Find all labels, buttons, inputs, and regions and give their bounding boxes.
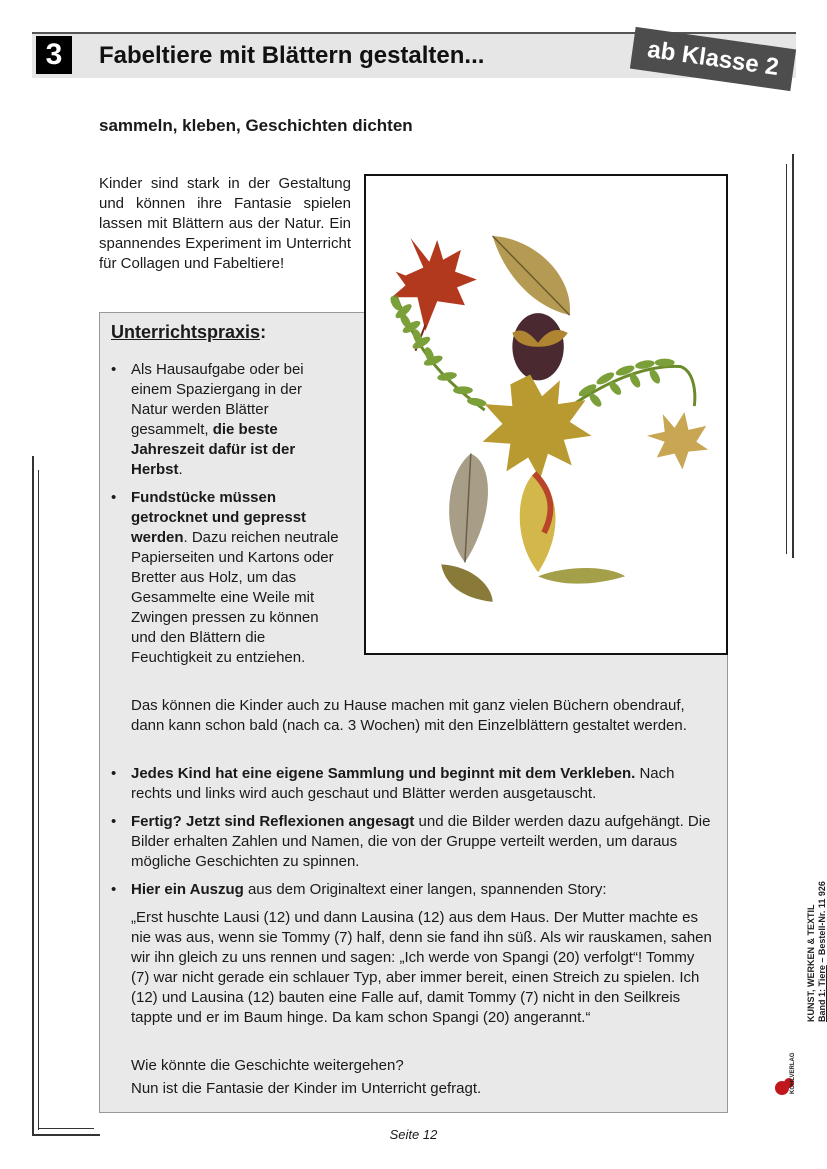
story-excerpt: „Erst huschte Lausi (12) und dann Lausina (12) aus dem Haus. Der Mutter machte es nie was aus, wenn sie Tommy (7) half, denn sie fand ihn süß. Als wir rauskamen, sahen wir ihn gleich zu uns rennen und sagen: „Ich werde von Spangi (20) verfolgt“! Tommy (7) war nicht gerade ein schlauer Typ, aber immer bereit, einen Streich zu spielen. Ich (12) und Lausina (12) bauten eine Falle auf, damit Tommy (7) nicht in den Seilkreis tappte und er im Baum hinge. Da kam schon Spangi (20) angerannt.“	[131, 909, 712, 1026]
pale-leaf-icon	[493, 236, 570, 315]
bullet-collection: • Jedes Kind hat eine eigene Sammlung und beginnt mit dem Verkleben. Nach rechts und links wird auch geschaut und Blätter werden ausgetauscht.	[111, 765, 675, 802]
paragraph-home: Das können die Kinder auch zu Hause machen mit ganz vielen Büchern obendrauf, dann kann schon bald (nach ca. 3 Wochen) mit den Einzelblättern gestaltet werden.	[131, 697, 687, 734]
left-rule-inner	[38, 470, 39, 1130]
grade-badge: ab Klasse 2	[630, 27, 796, 91]
silver-leaf-icon	[449, 454, 488, 563]
side-imprint: KUNST, WERKEN & TEXTIL Band 1: Tiere – Bestell-Nr. 11 926	[806, 881, 827, 1022]
small-maple-leaf-icon	[647, 412, 708, 469]
center-maple-leaf-icon	[483, 374, 592, 479]
bullet-dry-press: • Fundstücke müssen getrocknet und gepresst werden. Dazu reichen neutrale Papierseiten und Kartons oder Bretter aus Holz, um das Gesammelte eine Weile mit Zwingen pressen zu können und den Blättern die Feuchtigkeit zu entziehen.	[111, 489, 339, 666]
practice-heading: Unterrichtspraxis:	[111, 322, 267, 342]
intro-text: Kinder sind stark in der Gestaltung und können ihre Fantasie spielen lassen mit Blättern aus der Natur. Ein spannendes Experiment im Unterricht für Collagen und Fabeltiere!	[99, 175, 351, 272]
closing-statement: Nun ist die Fantasie der Kinder im Unterricht gefragt.	[131, 1080, 482, 1097]
red-maple-leaf-icon	[392, 238, 477, 351]
page-title: Fabeltiere mit Blättern gestalten...	[99, 42, 485, 69]
left-fern-icon	[396, 295, 485, 410]
page-number: Seite 12	[389, 1127, 438, 1142]
publisher-name: KOHLVERLAG	[790, 1052, 796, 1094]
yellow-leaf-icon	[520, 473, 556, 572]
chapter-number: 3	[36, 36, 72, 74]
right-rule-outer	[792, 154, 794, 558]
bullet-reflection: • Fertig? Jetzt sind Reflexionen angesagt und die Bilder werden dazu aufgehängt. Die Bilder erhalten Zahlen und Namen, die von der Gruppe verteilt werden, um daraus mögliche Geschichten zu spinnen.	[111, 813, 711, 870]
body-leaf-icon	[512, 313, 567, 380]
green-leaf-icon	[538, 568, 625, 584]
bullet-excerpt: • Hier ein Auszug aus dem Originaltext einer langen, spannenden Story:	[111, 881, 607, 898]
brown-leaf-icon	[441, 564, 492, 602]
leaf-collage-image	[364, 174, 728, 655]
right-rule-inner	[786, 164, 787, 554]
left-rule-outer	[32, 456, 34, 1136]
bullet-collect: • Als Hausaufgabe oder bei einem Spaziergang in der Natur werden Blätter gesammelt, die beste Jahreszeit dafür ist der Herbst.	[111, 361, 304, 478]
subtitle: sammeln, kleben, Geschichten dichten	[99, 116, 413, 135]
publisher-logo-icon	[772, 1050, 800, 1098]
closing-question: Wie könnte die Geschichte weitergehen?	[131, 1057, 404, 1074]
